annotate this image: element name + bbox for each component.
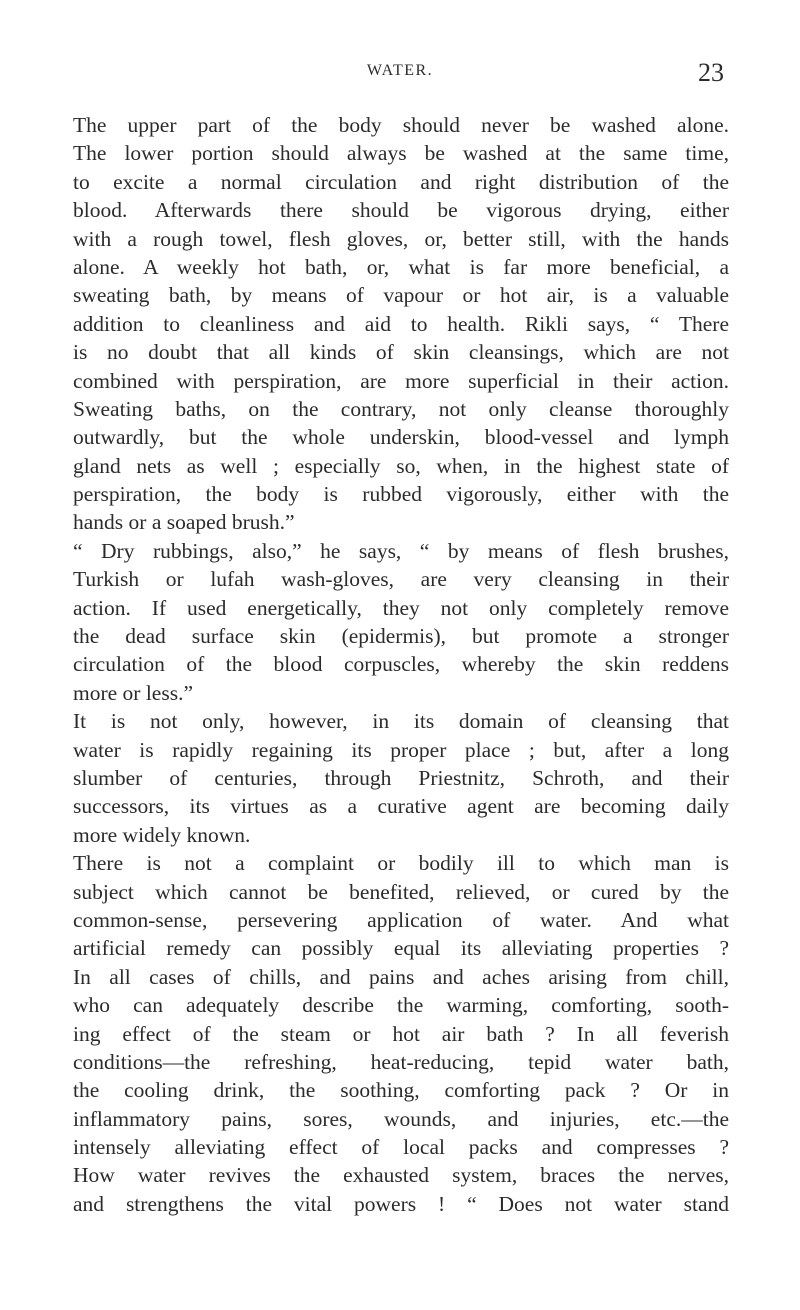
text-line: addition to cleanliness and aid to health. Rikli says, “ There bbox=[73, 311, 729, 336]
text-line: There is not a complaint or bodily ill to which man is bbox=[73, 851, 729, 876]
text-line: In all cases of chills, and pains and aches arising from chill, bbox=[73, 964, 729, 989]
text-line: The upper part of the body should never be washed alone. bbox=[73, 113, 729, 137]
text-line: intensely alleviating effect of local packs and compresses ? bbox=[73, 1135, 729, 1160]
text-line: “ Dry rubbings, also,” he says, “ by means of flesh brushes, bbox=[73, 538, 729, 563]
text-line: action. If used energetically, they not only completely remove bbox=[73, 595, 729, 620]
text-line: gland nets as well ; especially so, when, in the highest state of bbox=[73, 453, 729, 478]
text-line: common-sense, persevering application of water. And what bbox=[73, 907, 729, 932]
text-line: subject which cannot be benefited, relieved, or cured by the bbox=[73, 879, 729, 904]
text-line: hands or a soaped brush.” bbox=[73, 510, 295, 535]
text-line: The lower portion should always be washed at the same time, bbox=[73, 141, 729, 166]
text-line: slumber of centuries, through Priestnitz, Schroth, and their bbox=[73, 765, 729, 790]
text-line: alone. A weekly hot bath, or, what is far more beneficial, a bbox=[73, 254, 729, 279]
text-line: inflammatory pains, sores, wounds, and injuries, etc.—the bbox=[73, 1106, 729, 1131]
text-line: and strengthens the vital powers ! “ Does not water stand bbox=[73, 1191, 729, 1216]
text-line: to excite a normal circulation and right distribution of the bbox=[73, 169, 729, 194]
text-line: water is rapidly regaining its proper place ; but, after a long bbox=[73, 737, 729, 762]
text-line: blood. Afterwards there should be vigorous drying, either bbox=[73, 198, 729, 223]
text-line: combined with perspiration, are more superficial in their action. bbox=[73, 368, 729, 393]
text-line: is no doubt that all kinds of skin cleansings, which are not bbox=[73, 340, 729, 365]
text-line: conditions—the refreshing, heat-reducing, tepid water bath, bbox=[73, 1049, 729, 1074]
running-title: WATER. bbox=[366, 62, 434, 79]
text-line: artificial remedy can possibly equal its alleviating properties ? bbox=[73, 936, 729, 961]
text-line: It is not only, however, in its domain of cleansing that bbox=[73, 709, 729, 734]
page-number: 23 bbox=[698, 58, 724, 87]
text-line: outwardly, but the whole underskin, blood-vessel and lymph bbox=[73, 425, 729, 450]
body-text bbox=[73, 111, 729, 1218]
text-line: Sweating baths, on the contrary, not only cleanse thoroughly bbox=[73, 396, 729, 421]
text-line: sweating bath, by means of vapour or hot air, is a valuable bbox=[73, 283, 729, 308]
text-line: with a rough towel, flesh gloves, or, better still, with the hands bbox=[73, 226, 729, 251]
text-line: perspiration, the body is rubbed vigorously, either with the bbox=[73, 482, 729, 507]
text-line: How water revives the exhausted system, braces the nerves, bbox=[73, 1163, 729, 1188]
text-line: the dead surface skin (epidermis), but promote a stronger bbox=[73, 624, 729, 649]
text-line: the cooling drink, the soothing, comforting pack ? Or in bbox=[73, 1078, 729, 1103]
text-line: who can adequately describe the warming, comforting, sooth- bbox=[73, 993, 729, 1018]
text-line: circulation of the blood corpuscles, whereby the skin reddens bbox=[73, 652, 729, 677]
text-line: ing effect of the steam or hot air bath ? In all feverish bbox=[73, 1021, 729, 1046]
running-head bbox=[0, 58, 800, 88]
text-line: more or less.” bbox=[73, 680, 194, 705]
text-line: Turkish or lufah wash-gloves, are very cleansing in their bbox=[73, 567, 729, 592]
text-line: more widely known. bbox=[73, 822, 251, 847]
text-line: successors, its virtues as a curative agent are becoming daily bbox=[73, 794, 729, 819]
